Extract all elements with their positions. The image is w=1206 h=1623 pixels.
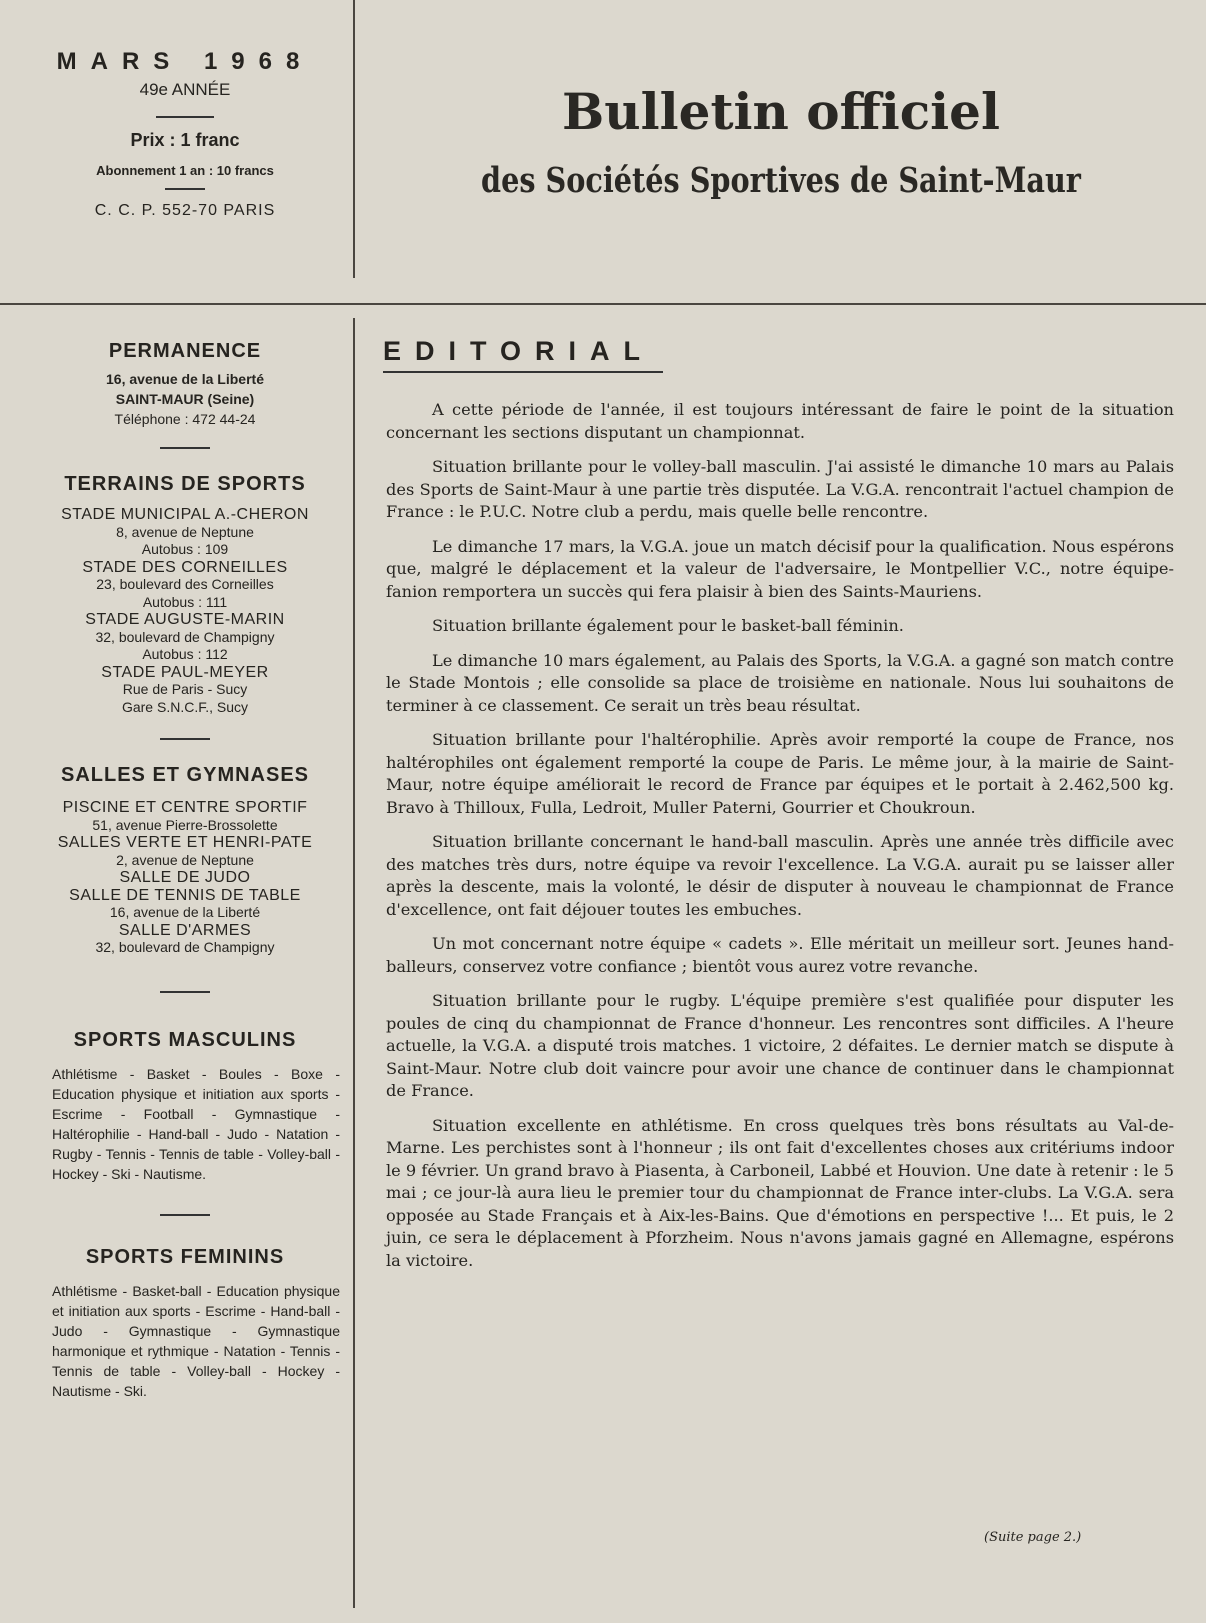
divider bbox=[160, 738, 210, 740]
section-title: PERMANENCE bbox=[108, 340, 262, 362]
editorial-paragraph: Situation brillante concernant le hand-ball masculin. Après une année très difficile avec des matches très durs, notre équipe va revoir l'excellence. La V.G.A. aurait pu se laisser aller après la descente, mais la volonté, le désir de disputer à nouveau le championnat de France d'excellence, ont fait déjouer toutes les embuches. bbox=[386, 832, 1174, 919]
venue-name: PISCINE ET CENTRE SPORTIF bbox=[62, 799, 308, 816]
section-title: SALLES ET GYMNASES bbox=[60, 764, 310, 786]
continued-note: (Suite page 2.) bbox=[984, 1530, 1082, 1545]
price: Prix : 1 franc bbox=[130, 130, 240, 150]
divider bbox=[156, 116, 214, 118]
divider bbox=[160, 991, 210, 993]
venue-name: STADE PAUL-MEYER bbox=[101, 663, 269, 681]
permanence-phone: Téléphone : 472 44-24 bbox=[114, 411, 256, 427]
issue-date: MARS 1968 bbox=[56, 48, 314, 75]
venue-detail: Rue de Paris - Sucy bbox=[122, 681, 248, 697]
sports-feminins-list: Athlétisme - Basket-ball - Education physique et initiation aux sports - Escrime - Hand-ball - Judo - Gymnastique - Gymnastique harmonique et rythmique - Natation - Tennis - Tennis de table - Volley-ball - Hockey - Nautisme - Ski. bbox=[52, 1282, 340, 1399]
editorial-title: EDITORIAL bbox=[383, 336, 655, 366]
venue-name: SALLE DE TENNIS DE TABLE bbox=[69, 886, 301, 904]
divider bbox=[165, 188, 205, 190]
section-title: TERRAINS DE SPORTS bbox=[64, 473, 306, 495]
editorial-body bbox=[386, 399, 1174, 1284]
permanence-address: 16, avenue de la Liberté bbox=[106, 371, 264, 387]
venue-detail: 2, avenue de Neptune bbox=[116, 851, 254, 868]
salles-section bbox=[20, 764, 350, 957]
editorial-paragraph: A cette période de l'année, il est toujours intéressant de faire le point de la situation concernant les sections disputant un championnat. bbox=[386, 400, 1174, 442]
header-divider-horizontal bbox=[0, 303, 1206, 305]
venue-detail: 51, avenue Pierre-Brossolette bbox=[92, 816, 278, 833]
bulletin-subtitle: des Sociétés Sportives de Saint-Maur bbox=[481, 160, 1081, 201]
permanence-section bbox=[20, 340, 350, 427]
venue-detail: Autobus : 111 bbox=[142, 593, 228, 610]
terrains-section bbox=[20, 473, 350, 716]
venue-detail: Autobus : 112 bbox=[142, 646, 228, 662]
venue-name: STADE AUGUSTE-MARIN bbox=[85, 611, 285, 628]
subscription: Abonnement 1 an : 10 francs bbox=[96, 163, 274, 178]
editorial-paragraph: Situation brillante pour le rugby. L'équipe première s'est qualifiée pour disputer les poules de cinq du championnat de France d'honneur. Les rencontres sont difficiles. A l'heure actuelle, la V.G.A. a disputé trois matches. 1 victoire, 2 défaites. Le dernier match se dispute à Saint-Maur. Notre club doit vaincre pour avoir une chance de continuer dans le championnat de France. bbox=[386, 991, 1174, 1100]
issue-year: 49e ANNÉE bbox=[139, 80, 231, 99]
venue-name: SALLES VERTE ET HENRI-PATE bbox=[57, 834, 313, 851]
ccp-account: C. C. P. 552-70 PARIS bbox=[94, 202, 276, 219]
sports-masculins-section bbox=[20, 1029, 350, 1184]
section-title: SPORTS FEMININS bbox=[85, 1245, 285, 1268]
venue-name: STADE MUNICIPAL A.-CHERON bbox=[61, 506, 309, 523]
editorial-paragraph: Situation brillante également pour le basket-ball féminin. bbox=[432, 616, 904, 635]
column-divider-vertical bbox=[353, 318, 355, 1608]
editorial-paragraph: Situation brillante pour l'haltérophilie. Après avoir remporté la coupe de France, nos haltérophiles ont également remporté la coupe de Paris. Le même jour, à la mairie de Saint-Maur, notre équipe améliorait le record de France par équipes et le portait à 2.462,500 kg. Bravo à Thilloux, Fulla, Ledroit, Muller Paterni, Gourrier et Choukroun. bbox=[386, 730, 1174, 817]
section-title: SPORTS MASCULINS bbox=[73, 1028, 297, 1051]
editorial-paragraph: Situation excellente en athlétisme. En cross quelques très bons résultats au Val-de-Marne. Les perchistes sont à l'honneur ; ils ont fait d'excellentes choses aux critériums indoor le 9 février. Un grand bravo à Piasenta, à Carboneil, Labbé et Houvion. Une date à retenir : le 5 mai ; ce jour-là aura lieu le premier tour du championnat de France inter-clubs. La V.G.A. sera opposée au Stade Français et à Aix-les-Bains. Que d'émotions en perspective !... Et puis, le 2 juin, ce sera le déplacement à Pforzheim. Nous n'avons jamais gagné en Allemagne, espérons la victoire. bbox=[386, 1115, 1174, 1270]
venue-detail: 23, boulevard des Corneilles bbox=[96, 576, 274, 592]
venue-detail: Gare S.N.C.F., Sucy bbox=[121, 698, 249, 715]
editorial-underline bbox=[383, 371, 663, 373]
venue-detail: 32, boulevard de Champigny bbox=[95, 628, 275, 645]
terrains-list bbox=[20, 506, 350, 716]
venue-detail: 8, avenue de Neptune bbox=[116, 523, 254, 540]
bulletin-title: Bulletin officiel bbox=[562, 82, 1000, 141]
venue-name: STADE DES CORNEILLES bbox=[82, 558, 288, 576]
editorial-paragraph: Situation brillante pour le volley-ball masculin. J'ai assisté le dimanche 10 mars au Palais des Sports de Saint-Maur à une partie très disputée. La V.G.A. rencontrait l'actuel champion de France : le P.U.C. Notre club a perdu, mais quelle belle rencontre. bbox=[386, 457, 1174, 521]
permanence-city: SAINT-MAUR (Seine) bbox=[115, 391, 255, 407]
venue-name: SALLE D'ARMES bbox=[118, 921, 252, 939]
editorial-paragraph: Un mot concernant notre équipe « cadets ». Elle méritait un meilleur sort. Jeunes hand-balleurs, conservez votre confiance ; bientôt vous aurez votre revanche. bbox=[386, 934, 1174, 976]
header-divider-vertical bbox=[353, 0, 355, 278]
divider bbox=[160, 1214, 210, 1216]
editorial-paragraph: Le dimanche 10 mars également, au Palais des Sports, la V.G.A. a gagné son match contre le Stade Montois ; elle consolide sa place de troisième en nationale. Nous lui souhaitons de terminer à ce classement. Ce serait un très beau résultat. bbox=[386, 650, 1174, 715]
sports-feminins-section bbox=[20, 1246, 350, 1401]
venue-detail: 16, avenue de la Liberté bbox=[109, 904, 261, 920]
masthead-info bbox=[20, 48, 350, 220]
divider bbox=[160, 447, 210, 449]
editorial-paragraph: Le dimanche 17 mars, la V.G.A. joue un match décisif pour la qualification. Nous espérons que, malgré le déplacement et la valeur de l'adversaire, le Montpellier V.C., notre équipe-fanion remportera un succès qui fera plaisir à bien des Saints-Mauriens. bbox=[386, 536, 1174, 601]
sports-masculins-list: Athlétisme - Basket - Boules - Boxe - Education physique et initiation aux sports - Escrime - Football - Gymnastique - Haltérophilie - Hand-ball - Judo - Natation - Rugby - Tennis - Tennis de table - Volley-ball - Hockey - Ski - Nautisme. bbox=[52, 1065, 340, 1182]
venue-detail: 32, boulevard de Champigny bbox=[95, 939, 275, 955]
venue-name: SALLE DE JUDO bbox=[119, 869, 251, 886]
venue-detail: Autobus : 109 bbox=[141, 541, 229, 557]
sidebar bbox=[20, 340, 350, 1401]
salles-list bbox=[20, 799, 350, 957]
